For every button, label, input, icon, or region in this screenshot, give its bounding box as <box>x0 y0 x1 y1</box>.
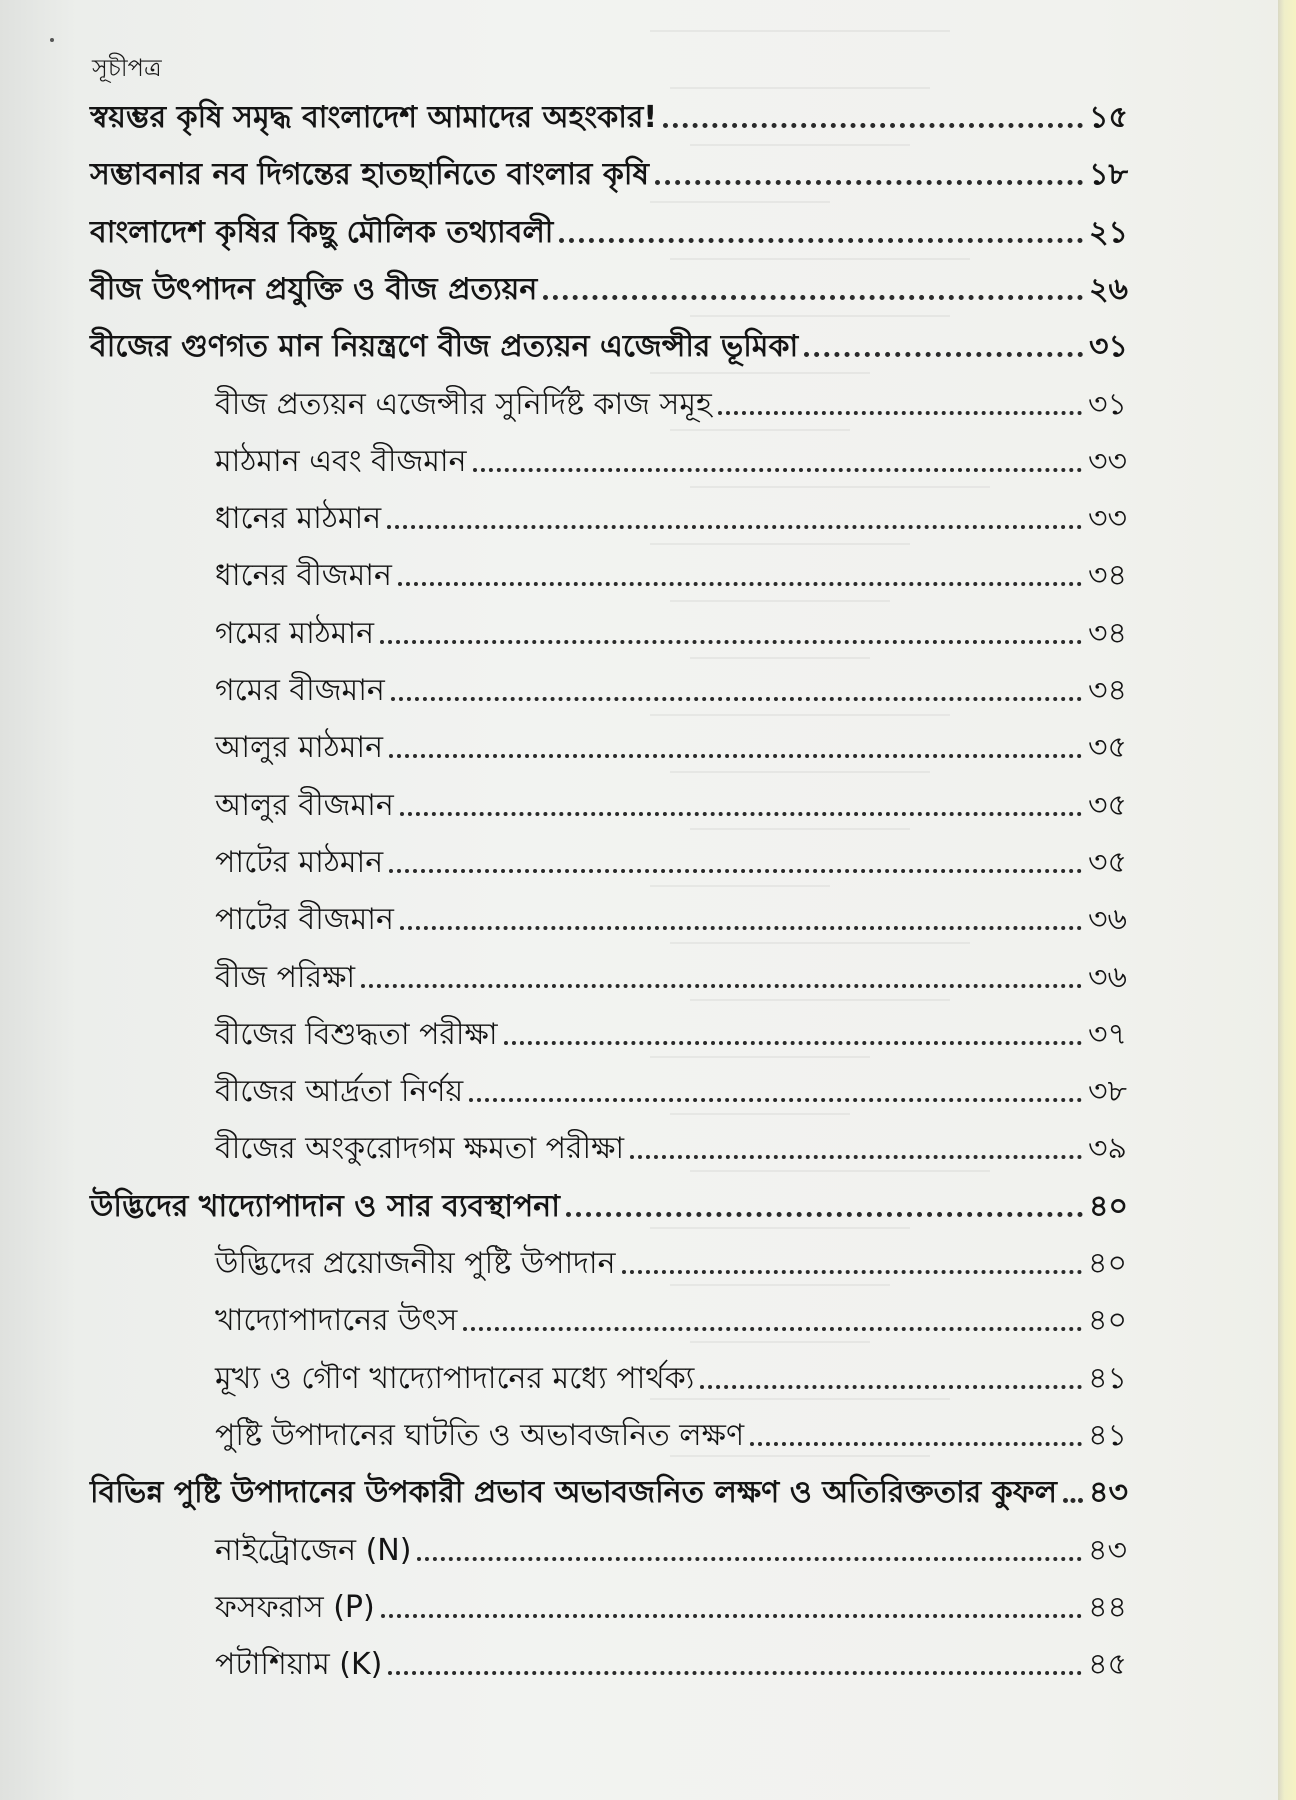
toc-entry <box>90 92 1128 136</box>
toc-entry <box>90 1181 1128 1225</box>
toc-entry-page-number: ২৬ <box>1088 271 1128 307</box>
toc-entry-page-number: ৩৯ <box>1088 1131 1127 1167</box>
show-through-line <box>670 87 930 89</box>
dot-leader <box>630 1155 1082 1159</box>
toc-entry-page-number: ৩১ <box>1089 329 1128 365</box>
toc-entry-title: উদ্ভিদের প্রয়োজনীয় পুষ্টি উপাদান <box>215 1246 616 1281</box>
toc-entry-title: বীজের আর্দ্রতা নির্ণয় <box>215 1074 464 1110</box>
show-through-line <box>650 372 870 374</box>
dot-leader <box>469 1098 1082 1102</box>
toc-entry-page-number: ৩৫ <box>1088 730 1127 766</box>
toc-entry <box>215 722 1127 766</box>
toc-entry-page-number: ৩৬ <box>1087 959 1127 995</box>
dot-leader <box>381 1614 1082 1618</box>
dot-leader <box>417 1557 1082 1561</box>
toc-entry <box>90 321 1128 365</box>
show-through-line <box>650 1056 870 1058</box>
toc-entry <box>215 1238 1127 1282</box>
show-through-line <box>670 600 890 602</box>
toc-entry-page-number: ৪০ <box>1089 1188 1128 1224</box>
dot-leader <box>391 697 1082 701</box>
toc-entry-page-number: ১৮ <box>1089 157 1128 193</box>
toc-entry-page-number: ৩৪ <box>1088 558 1127 594</box>
show-through-line <box>650 1398 950 1400</box>
show-through-line <box>650 201 830 203</box>
show-through-line <box>690 828 910 830</box>
toc-entry-title: উদ্ভিদের খাদ্যোপাদান ও সার ব্যবস্থাপনা <box>90 1188 560 1224</box>
dot-leader <box>361 984 1082 988</box>
toc-entry-title: বীজ পরিক্ষা <box>215 959 356 995</box>
toc-entry <box>215 608 1127 652</box>
toc-entry-title: আলুর মাঠমান <box>215 730 384 766</box>
toc-entry-page-number: ৪১ <box>1088 1360 1127 1396</box>
toc-entry-page-number: ৩৫ <box>1088 787 1127 823</box>
dot-leader <box>566 1212 1083 1217</box>
toc-entry <box>215 1295 1127 1339</box>
toc-entry <box>215 1525 1127 1569</box>
dot-leader <box>504 1041 1082 1045</box>
toc-entry-page-number: ৪০ <box>1088 1246 1127 1281</box>
show-through-line <box>650 543 910 545</box>
toc-entry-title: ধানের মাঠমান <box>215 501 382 537</box>
toc-entry-title: ধানের বীজমান <box>215 558 392 594</box>
toc-entry-title: খাদ্যোপাদানের উৎস <box>215 1303 458 1339</box>
toc-entry <box>90 264 1128 308</box>
toc-entry-title: নাইট্রোজেন (N) <box>215 1532 412 1568</box>
toc-entry <box>215 1066 1127 1110</box>
dot-leader <box>700 1385 1082 1389</box>
toc-entry-title: গমের মাঠমান <box>215 615 375 651</box>
toc-entry-page-number: ৩৩ <box>1087 501 1127 537</box>
dot-leader <box>389 754 1082 758</box>
toc-entry-title: মাঠমান এবং বীজমান <box>215 443 467 479</box>
toc-entry-page-number: ৪১ <box>1088 1417 1127 1453</box>
dot-leader <box>663 123 1083 128</box>
dot-leader <box>398 582 1082 586</box>
toc-entry <box>215 550 1127 594</box>
toc-entry-page-number: ৪৪ <box>1088 1589 1127 1625</box>
toc-entry <box>215 894 1127 938</box>
show-through-line <box>690 1170 990 1172</box>
toc-entry-title: গমের বীজমান <box>215 673 385 708</box>
toc-entry <box>215 493 1127 537</box>
show-through-line <box>650 1227 910 1229</box>
toc-entry <box>215 1582 1127 1626</box>
toc-entry <box>215 1123 1127 1167</box>
toc-entry-page-number: ৩৭ <box>1087 1016 1127 1052</box>
dot-leader <box>380 640 1082 644</box>
toc-entry <box>215 1009 1127 1053</box>
toc-entry-title: বীজের অংকুরোদগম ক্ষমতা পরীক্ষা <box>215 1131 625 1167</box>
toc-entry <box>90 207 1128 251</box>
toc-entry-title: সম্ভাবনার নব দিগন্তের হাতছানিতে বাংলার কৃষি <box>90 157 649 193</box>
toc-entry-title: বিভিন্ন পুষ্টি উপাদানের উপকারী প্রভাব অভাবজনিত লক্ষণ ও অতিরিক্ততার কুফল <box>90 1475 1058 1511</box>
toc-entry-page-number: ১৫ <box>1089 100 1128 135</box>
toc-entry-title: পাটের মাঠমান <box>215 844 384 880</box>
show-through-line <box>670 1113 850 1115</box>
show-through-line <box>650 30 950 32</box>
toc-entry-title: বীজের গুণগত মান নিয়ন্ত্রণে বীজ প্রত্যয়ন এজেন্সীর ভূমিকা <box>90 329 799 365</box>
show-through-line <box>670 1284 890 1286</box>
toc-entry-title: বীজ উৎপাদন প্রযুক্তি ও বীজ প্রত্যয়ন <box>90 271 538 307</box>
dot-leader <box>389 869 1082 873</box>
dot-leader <box>473 468 1082 472</box>
toc-entry-title: মূখ্য ও গৌণ খাদ্যোপাদানের মধ্যে পার্থক্য <box>215 1360 695 1396</box>
dot-leader <box>655 180 1083 185</box>
show-through-line <box>690 315 950 317</box>
toc-entry <box>215 1639 1127 1683</box>
dot-leader <box>718 411 1082 415</box>
dot-leader <box>543 295 1083 300</box>
show-through-line <box>650 714 950 716</box>
toc-entry-page-number: ৪০ <box>1088 1303 1127 1339</box>
toc-entry-page-number: ৩৩ <box>1087 443 1127 479</box>
show-through-line <box>690 144 910 146</box>
toc-entry-title: বাংলাদেশ কৃষির কিছু মৌলিক তথ্যাবলী <box>90 214 554 250</box>
toc-entry-title: বীজের বিশুদ্ধতা পরীক্ষা <box>215 1016 498 1052</box>
toc-entry <box>90 1467 1128 1511</box>
show-through-line <box>670 942 970 944</box>
page-edge <box>1278 0 1296 1800</box>
dot-leader <box>400 926 1082 930</box>
toc-entry <box>215 780 1127 824</box>
toc-entry-title: পাটের বীজমান <box>215 902 394 938</box>
toc-entry-page-number: ৩৪ <box>1088 615 1127 651</box>
toc-entry-page-number: ৪৩ <box>1088 1532 1127 1568</box>
show-through-line <box>670 771 930 773</box>
dot-leader <box>750 1442 1082 1446</box>
toc-entry-title: স্বয়ম্ভর কৃষি সমৃদ্ধ বাংলাদেশ আমাদের অহংকার! <box>90 100 658 135</box>
page-title: সূচীপত্র <box>92 54 162 82</box>
show-through-line <box>690 657 870 659</box>
dot-leader <box>387 525 1082 529</box>
toc-entry-page-number: ৪৫ <box>1088 1647 1127 1683</box>
toc-entry <box>215 665 1127 709</box>
dot-leader <box>559 238 1083 243</box>
toc-entry <box>215 1410 1127 1454</box>
toc-entry-page-number: ৪৩ <box>1089 1475 1128 1511</box>
ink-speck <box>50 38 54 42</box>
toc-entry <box>215 379 1127 423</box>
toc-entry-title: আলুর বীজমান <box>215 787 394 823</box>
toc-entry <box>215 952 1127 996</box>
toc-entry <box>215 837 1127 881</box>
show-through-line <box>650 885 830 887</box>
toc-entry-page-number: ৩১ <box>1088 386 1127 422</box>
toc-entry-title: বীজ প্রত্যয়ন এজেন্সীর সুনির্দিষ্ট কাজ সমূহ <box>215 386 712 422</box>
dot-leader <box>1063 1498 1083 1503</box>
show-through-line <box>690 999 950 1001</box>
dot-leader <box>463 1327 1082 1331</box>
toc-entry-page-number: ২১ <box>1089 214 1128 250</box>
toc-entry-page-number: ৩৮ <box>1088 1074 1127 1110</box>
show-through-line <box>670 1455 930 1457</box>
toc-entry-page-number: ৩৬ <box>1087 902 1127 938</box>
toc-entry <box>215 1353 1127 1397</box>
dot-leader <box>400 812 1082 816</box>
toc-entry-title: ফসফরাস (P) <box>215 1589 375 1625</box>
toc-entry <box>215 436 1127 480</box>
dot-leader <box>804 352 1083 357</box>
show-through-line <box>670 429 850 431</box>
toc-entry-title: পুষ্টি উপাদানের ঘাটতি ও অভাবজনিত লক্ষণ <box>215 1417 745 1453</box>
toc-entry-page-number: ৩৫ <box>1088 844 1127 880</box>
toc-entry-title: পটাশিয়াম (K) <box>215 1647 383 1683</box>
dot-leader <box>388 1671 1082 1675</box>
show-through-line <box>690 1341 870 1343</box>
toc-entry-page-number: ৩৪ <box>1088 673 1127 708</box>
dot-leader <box>622 1270 1083 1274</box>
show-through-line <box>690 486 990 488</box>
toc-entry <box>90 149 1128 193</box>
show-through-line <box>670 258 970 260</box>
